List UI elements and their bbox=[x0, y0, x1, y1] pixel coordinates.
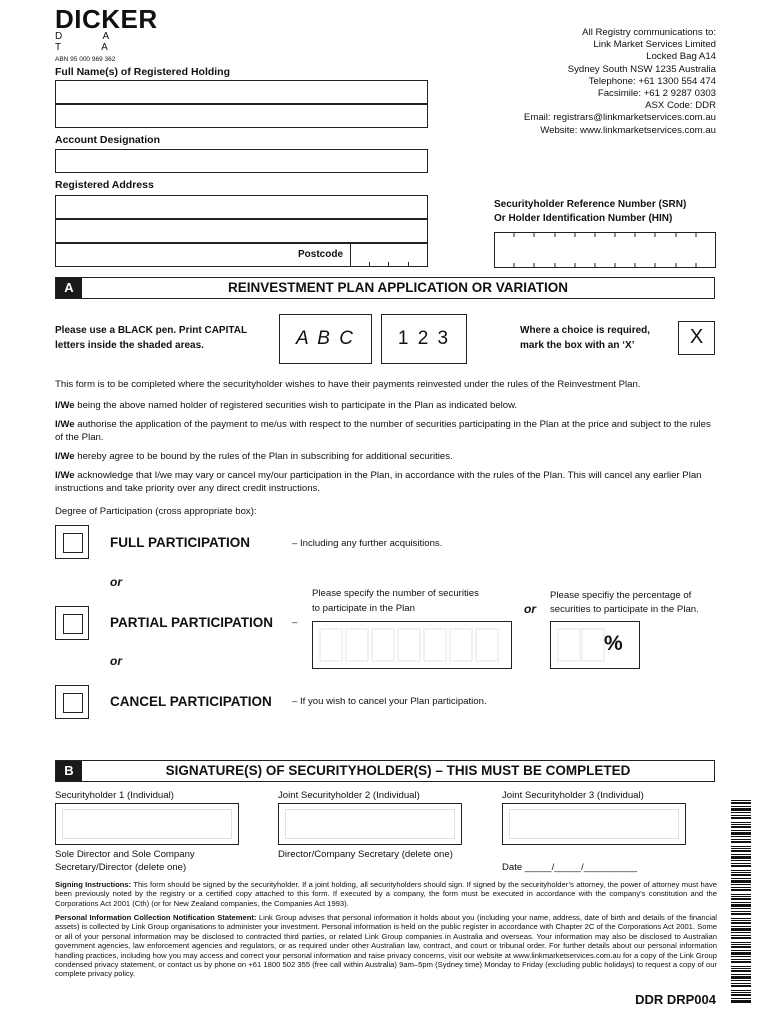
postcode-divider bbox=[408, 262, 409, 267]
privacy-statement bbox=[55, 913, 717, 979]
registry-line: Telephone: +61 1300 554 474 bbox=[588, 75, 716, 87]
barcode-bar bbox=[731, 850, 751, 852]
barcode-bar bbox=[731, 806, 751, 807]
barcode-bar bbox=[731, 942, 751, 943]
sample-letters: A B C bbox=[296, 328, 355, 349]
or-separator-2: or bbox=[110, 654, 122, 668]
srn-tick-marks bbox=[494, 232, 716, 268]
registry-line: Sydney South NSW 1235 Australia bbox=[567, 63, 716, 75]
postcode-divider bbox=[388, 262, 389, 267]
barcode-bar bbox=[731, 894, 751, 895]
barcode-bar bbox=[731, 998, 751, 999]
barcode-bar bbox=[731, 992, 751, 993]
barcode-bar bbox=[731, 932, 751, 933]
barcode-bar bbox=[731, 800, 751, 801]
declaration-2-text: authorise the application of the payment to me/us with respect to the number of securities participating in the Plan at the price and subject to the rules of the Plan. bbox=[55, 419, 711, 443]
registry-line: ASX Code: DDR bbox=[645, 100, 716, 112]
date-field[interactable]: Date _____/_____/__________ bbox=[502, 862, 637, 873]
declaration-1-lead: I/We bbox=[55, 400, 75, 411]
declaration-4-lead: I/We bbox=[55, 470, 75, 481]
barcode-bar bbox=[731, 902, 751, 903]
form-code: DDR DRP004 bbox=[635, 992, 716, 1007]
section-b-header bbox=[55, 760, 715, 782]
barcode-bar bbox=[731, 970, 751, 972]
barcode-bar bbox=[731, 817, 751, 819]
declaration-3-text: hereby agree to be bound by the rules of the Plan in subscribing for additional securities. bbox=[74, 451, 453, 462]
privacy-statement-text: Link Group advises that personal information it holds about you (including your name, address, date of birth and details of the financial assets) is collected by Link Group organisations to administer your investment. Personal information is held on the public register in accordance with Chapter 2C of the Corporations Act 2001. Some or all of your personal information may be disclosed to contracted third parties, or related Link Group companies in Australia and overseas. Your information may also be disclosed to Australian government agencies, law enforcement agencies and regulators, or as required under other Australian law, contract, and court or tribunal order. For further details about our personal information handling practices, including how you may access and correct your personal information and raise privacy concerns, visit our website at www.linkmarketservices.com.au for a copy of the Link Group condensed privacy statement, or contact us by phone on +61 1800 502 355 (free call within Australia) 9am–5pm (Sydney time) Monday to Friday (excluding public holidays) to request a copy of our complete privacy policy. bbox=[55, 913, 717, 979]
registered-address-label: Registered Address bbox=[55, 179, 154, 191]
barcode-bar bbox=[731, 935, 751, 936]
intro-text: This form is to be completed where the securityholder wishes to have their payments reinvested under the rules of the Reinvestment Plan. bbox=[55, 379, 641, 390]
registry-line: Facsimile: +61 2 9287 0303 bbox=[597, 88, 716, 100]
barcode-bar bbox=[731, 1000, 751, 1003]
section-b-title: SIGNATURE(S) OF SECURITYHOLDER(S) – THIS MUST BE COMPLETED bbox=[165, 763, 631, 778]
barcode-bar bbox=[731, 824, 751, 825]
barcode-bar bbox=[731, 846, 751, 847]
partial-participation-dash: – bbox=[292, 617, 298, 628]
barcode-bar bbox=[731, 832, 751, 835]
postcode-label: Postcode bbox=[298, 249, 344, 260]
number-cell bbox=[372, 629, 394, 661]
declaration-2-lead: I/We bbox=[55, 419, 75, 430]
partial-participation-checkbox[interactable] bbox=[55, 606, 89, 640]
privacy-statement-lead: Personal Information Collection Notification Statement: bbox=[55, 913, 257, 922]
pen-note-line-1: Please use a BLACK pen. Print CAPITAL bbox=[55, 325, 248, 336]
full-participation-note: – Including any further acquisitions. bbox=[292, 538, 443, 549]
number-cell bbox=[476, 629, 498, 661]
cancel-participation-note: – If you wish to cancel your Plan participation. bbox=[292, 696, 487, 707]
barcode-bar bbox=[731, 839, 751, 840]
company-logo bbox=[55, 4, 165, 63]
barcode-bar bbox=[731, 808, 751, 811]
barcode bbox=[731, 800, 751, 1005]
barcode-bar bbox=[731, 980, 751, 981]
declaration-3 bbox=[55, 450, 717, 463]
signature-inner-1 bbox=[62, 809, 232, 839]
registry-block bbox=[396, 27, 716, 137]
postcode-divider bbox=[369, 262, 370, 267]
srn-ticks bbox=[494, 232, 716, 268]
declaration-1 bbox=[55, 399, 717, 412]
barcode-bar bbox=[731, 913, 751, 915]
percent-sign: % bbox=[604, 632, 623, 655]
sole-director-line-2: Secretary/Director (delete one) bbox=[55, 862, 187, 873]
registry-line: Link Market Services Limited bbox=[593, 39, 716, 51]
sole-director-line-1: Sole Director and Sole Company bbox=[55, 849, 195, 860]
postcode-field[interactable] bbox=[350, 243, 428, 267]
barcode-bar bbox=[731, 889, 751, 891]
section-a-header bbox=[55, 277, 715, 299]
barcode-bar bbox=[731, 815, 751, 816]
barcode-bar bbox=[731, 856, 751, 859]
barcode-bar bbox=[731, 959, 751, 960]
barcode-bar bbox=[731, 904, 751, 907]
barcode-bar bbox=[731, 860, 751, 861]
number-cell bbox=[398, 629, 420, 661]
barcode-bar bbox=[731, 983, 751, 984]
choice-example-box bbox=[678, 321, 715, 355]
barcode-bar bbox=[731, 826, 751, 828]
signature-inner-3 bbox=[509, 809, 679, 839]
choice-note-line-2: mark the box with an ‘X’ bbox=[520, 340, 635, 351]
barcode-bars bbox=[731, 800, 751, 1005]
barcode-bar bbox=[731, 880, 751, 883]
percentage-note-line-2: securities to participate in the Plan. bbox=[550, 604, 699, 615]
barcode-bar bbox=[731, 994, 751, 996]
barcode-bar bbox=[731, 952, 751, 955]
degree-label: Degree of Participation (cross appropriate box): bbox=[55, 506, 257, 517]
sample-letters-box bbox=[279, 314, 372, 364]
full-name-field-2[interactable] bbox=[55, 104, 428, 128]
barcode-bar bbox=[731, 920, 751, 921]
barcode-bar bbox=[731, 841, 751, 843]
full-name-label: Full Name(s) of Registered Holding bbox=[55, 66, 231, 78]
barcode-bar bbox=[731, 966, 751, 967]
registry-line: Email: registrars@linkmarketservices.com.au bbox=[523, 112, 716, 124]
holder-1-label: Securityholder 1 (Individual) bbox=[55, 790, 174, 801]
pen-note-line-2: letters inside the shaded areas. bbox=[55, 340, 204, 351]
barcode-bar bbox=[731, 908, 751, 909]
signing-instructions-lead: Signing Instructions: bbox=[55, 880, 132, 889]
barcode-bar bbox=[731, 922, 751, 924]
cancel-participation-checkbox[interactable] bbox=[55, 685, 89, 719]
barcode-bar bbox=[731, 854, 751, 855]
barcode-bar bbox=[731, 974, 751, 975]
section-b-tag: B bbox=[56, 761, 82, 781]
barcode-bar bbox=[731, 874, 751, 876]
cancel-participation-label: CANCEL PARTICIPATION bbox=[110, 694, 272, 709]
barcode-bar bbox=[731, 944, 751, 945]
barcode-bar bbox=[731, 968, 751, 969]
signing-instructions bbox=[55, 880, 717, 908]
number-cell bbox=[424, 629, 446, 661]
percentage-cell-grid bbox=[550, 621, 640, 669]
barcode-bar bbox=[731, 928, 751, 931]
logo-abn: ABN 95 000 969 362 bbox=[55, 56, 116, 63]
barcode-bar bbox=[731, 976, 751, 979]
logo-name: DICKER bbox=[55, 4, 158, 34]
full-name-field-1[interactable] bbox=[55, 80, 428, 104]
number-note-line-2: to participate in the Plan bbox=[312, 603, 415, 614]
barcode-bar bbox=[731, 918, 751, 919]
signing-instructions-text: This form should be signed by the securityholder. If a joint holding, all securityholders should sign. If signed by the securityholder’s attorney, the power of attorney must have been previously noted by the registry or a certified copy attached to this form. If executed by a company, the form must be executed in accordance with the company’s constitution and the Corporations Act 2001 (Cth) (or for New Zealand companies, the Companies Act 1993). bbox=[55, 880, 717, 908]
number-cell-grid bbox=[312, 621, 512, 669]
signature-inner-2 bbox=[285, 809, 455, 839]
srn-label: Securityholder Reference Number (SRN) bbox=[494, 199, 687, 210]
hin-label: Or Holder Identification Number (HIN) bbox=[494, 213, 673, 224]
partial-participation-label: PARTIAL PARTICIPATION bbox=[110, 615, 273, 630]
barcode-bar bbox=[731, 822, 751, 823]
full-participation-checkbox[interactable] bbox=[55, 525, 89, 559]
declaration-3-lead: I/We bbox=[55, 451, 75, 462]
percentage-note-line-1: Please specifiy the percentage of bbox=[550, 590, 692, 601]
declaration-1-text: being the above named holder of registered securities wish to participate in the Plan as indicated below. bbox=[74, 400, 518, 411]
barcode-bar bbox=[731, 898, 751, 900]
number-cell bbox=[320, 629, 342, 661]
barcode-bar bbox=[731, 865, 751, 867]
barcode-bar bbox=[731, 836, 751, 837]
barcode-bar bbox=[731, 946, 751, 948]
sample-digits-box bbox=[381, 314, 467, 364]
number-note-line-1: Please specify the number of securities bbox=[312, 588, 479, 599]
or-separator-1: or bbox=[110, 575, 122, 589]
barcode-bar bbox=[731, 887, 751, 888]
account-designation-label: Account Designation bbox=[55, 134, 161, 146]
barcode-bar bbox=[731, 830, 751, 831]
percentage-cells bbox=[550, 621, 640, 669]
declaration-4-text: acknowledge that I/we may vary or cancel my/our participation in the Plan, in accordance with the rules of the Plan. This will cancel any earlier Plan instructions and take priority over any direct credit instructions. bbox=[55, 470, 702, 494]
number-cell bbox=[450, 629, 472, 661]
barcode-bar bbox=[731, 878, 751, 879]
registry-line: Locked Bag A14 bbox=[646, 51, 716, 63]
barcode-bar bbox=[731, 812, 751, 813]
barcode-bar bbox=[731, 870, 751, 871]
declaration-4 bbox=[55, 469, 717, 495]
barcode-bar bbox=[731, 926, 751, 927]
choice-example-mark: X bbox=[689, 326, 704, 348]
address-field-1[interactable] bbox=[55, 195, 428, 219]
choice-note-line-1: Where a choice is required, bbox=[520, 325, 651, 336]
barcode-bar bbox=[731, 872, 751, 873]
director-secretary-label: Director/Company Secretary (delete one) bbox=[278, 849, 453, 860]
section-a-tag: A bbox=[56, 278, 82, 298]
barcode-bar bbox=[731, 896, 751, 897]
barcode-bar bbox=[731, 802, 751, 804]
barcode-bar bbox=[731, 848, 751, 849]
declaration-2 bbox=[55, 418, 717, 444]
number-cells bbox=[312, 621, 512, 669]
number-cell bbox=[346, 629, 368, 661]
barcode-bar bbox=[731, 950, 751, 951]
barcode-bar bbox=[731, 956, 751, 957]
holder-2-label: Joint Securityholder 2 (Individual) bbox=[278, 790, 420, 801]
or-separator-between: or bbox=[524, 602, 536, 616]
section-a-title: REINVESTMENT PLAN APPLICATION OR VARIATION bbox=[227, 280, 568, 295]
barcode-bar bbox=[731, 961, 751, 963]
barcode-bar bbox=[731, 911, 751, 912]
barcode-bar bbox=[731, 985, 751, 987]
barcode-bar bbox=[731, 937, 751, 939]
barcode-bar bbox=[731, 863, 751, 864]
full-participation-label: FULL PARTICIPATION bbox=[110, 535, 250, 550]
barcode-bar bbox=[731, 884, 751, 885]
barcode-bar bbox=[731, 990, 751, 991]
logo-sub: D A T A bbox=[55, 31, 128, 53]
account-designation-field[interactable] bbox=[55, 149, 428, 173]
address-field-2[interactable] bbox=[55, 219, 428, 243]
holder-3-label: Joint Securityholder 3 (Individual) bbox=[502, 790, 644, 801]
sample-digits: 1 2 3 bbox=[397, 328, 451, 349]
registry-line: Website: www.linkmarketservices.com.au bbox=[540, 124, 716, 136]
registry-line: All Registry communications to: bbox=[582, 27, 716, 38]
